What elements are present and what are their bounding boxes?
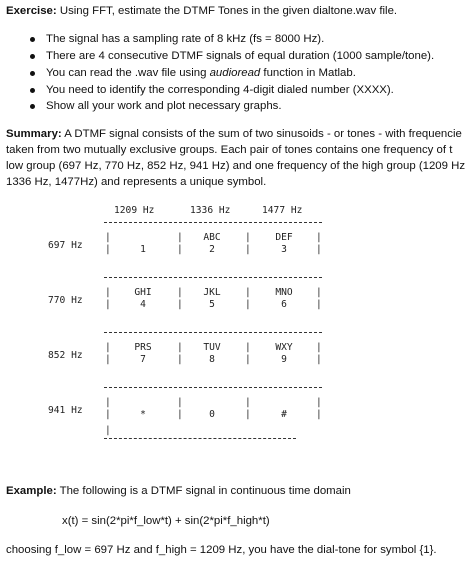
bullet-dot [30, 104, 35, 109]
table-separator: | [316, 342, 322, 353]
key-letters: JKL [203, 287, 221, 298]
table-divider [104, 438, 296, 439]
table-separator: | [105, 287, 111, 298]
table-separator: | [177, 299, 183, 310]
bullet-text: function in Matlab. [260, 67, 356, 79]
table-separator: | [245, 354, 251, 365]
row-freq-label: 852 Hz [48, 350, 83, 361]
bullet-item-audioread [46, 66, 356, 81]
col-header-1477: 1477 Hz [262, 205, 303, 216]
key-digit: 3 [281, 244, 287, 255]
key-digit: 2 [209, 244, 215, 255]
table-separator: | [245, 287, 251, 298]
table-separator: | [105, 409, 111, 420]
key-letters: PRS [134, 342, 152, 353]
key-letters: ABC [203, 232, 221, 243]
col-header-1209: 1209 Hz [114, 205, 155, 216]
key-letters: TUV [203, 342, 221, 353]
example-formula: x(t) = sin(2*pi*f_low*t) + sin(2*pi*f_high*t) [62, 515, 270, 527]
key-digit: 8 [209, 354, 215, 365]
table-separator: | [177, 409, 183, 420]
row-freq-label: 770 Hz [48, 295, 83, 306]
summary-line-3: low group (697 Hz, 770 Hz, 852 Hz, 941 Hz) and one frequency of the high group (1209 Hz [6, 160, 466, 172]
exercise-filename: dialtone.wav [312, 5, 377, 17]
key-digit: 5 [209, 299, 215, 310]
table-separator: | [177, 232, 183, 243]
table-separator: | [316, 232, 322, 243]
summary-line-1 [6, 127, 462, 142]
key-digit: 0 [209, 409, 215, 420]
example-text: The following is a DTMF signal in continuous time domain [56, 485, 351, 497]
table-separator: | [105, 425, 111, 436]
row-freq-label: 697 Hz [48, 240, 83, 251]
bullet-dot [30, 71, 35, 76]
table-separator: | [316, 244, 322, 255]
table-separator: | [245, 342, 251, 353]
table-separator: | [105, 232, 111, 243]
exercise-line [6, 4, 397, 19]
summary-line-2: taken from two mutually exclusive groups. Each pair of tones contains one frequency of t [6, 144, 453, 156]
bullet-item-identify-number: You need to identify the corresponding 4-digit dialed number (XXXX). [46, 84, 394, 96]
bullet-dot [30, 54, 35, 59]
table-separator: | [105, 244, 111, 255]
audioread-function: audioread [209, 67, 261, 79]
example-conclusion: choosing f_low = 697 Hz and f_high = 1209 Hz, you have the dial-tone for symbol {1}. [6, 544, 437, 556]
summary-line-4: 1336 Hz, 1477Hz) and represents a unique symbol. [6, 176, 267, 188]
bullet-item-consecutive-signals: There are 4 consecutive DTMF signals of equal duration (1000 sample/tone). [46, 50, 435, 62]
key-digit: 4 [140, 299, 146, 310]
table-separator: | [316, 409, 322, 420]
table-separator: | [105, 354, 111, 365]
table-separator: | [105, 299, 111, 310]
bullet-dot [30, 37, 35, 42]
table-separator: | [316, 354, 322, 365]
summary-text: A DTMF signal consists of the sum of two sinusoids - or tones - with frequencie [61, 128, 462, 140]
row-freq-label: 941 Hz [48, 405, 83, 416]
table-separator: | [177, 354, 183, 365]
key-digit: 1 [140, 244, 146, 255]
key-letters: GHI [134, 287, 152, 298]
bullet-item-show-work: Show all your work and plot necessary graphs. [46, 100, 282, 112]
key-digit: 7 [140, 354, 146, 365]
table-separator: | [316, 287, 322, 298]
exercise-text-end: file. [376, 5, 398, 17]
key-digit: # [281, 409, 287, 420]
key-letters: DEF [275, 232, 293, 243]
table-separator: | [245, 244, 251, 255]
table-divider [104, 222, 322, 223]
key-digit: * [140, 409, 146, 420]
bullet-item-sampling-rate: The signal has a sampling rate of 8 kHz (fs = 8000 Hz). [46, 33, 325, 45]
table-separator: | [105, 397, 111, 408]
bullet-dot [30, 88, 35, 93]
table-separator: | [316, 397, 322, 408]
exercise-text: Using FFT, estimate the DTMF Tones in the given [56, 5, 313, 17]
col-header-1336: 1336 Hz [190, 205, 231, 216]
summary-label: Summary: [6, 128, 62, 140]
example-line [6, 484, 351, 499]
table-divider [104, 387, 322, 388]
table-separator: | [245, 397, 251, 408]
bullet-text: You can read the .wav file using [46, 67, 210, 79]
table-separator: | [316, 299, 322, 310]
table-divider [104, 277, 322, 278]
table-divider [104, 332, 322, 333]
table-separator: | [245, 299, 251, 310]
key-digit: 6 [281, 299, 287, 310]
table-separator: | [177, 342, 183, 353]
key-digit: 9 [281, 354, 287, 365]
key-letters: WXY [275, 342, 293, 353]
table-separator: | [105, 342, 111, 353]
key-letters: MNO [275, 287, 293, 298]
table-separator: | [177, 287, 183, 298]
table-separator: | [245, 409, 251, 420]
exercise-label: Exercise: [6, 5, 57, 17]
table-separator: | [245, 232, 251, 243]
table-separator: | [177, 244, 183, 255]
table-separator: | [177, 397, 183, 408]
example-label: Example: [6, 485, 57, 497]
